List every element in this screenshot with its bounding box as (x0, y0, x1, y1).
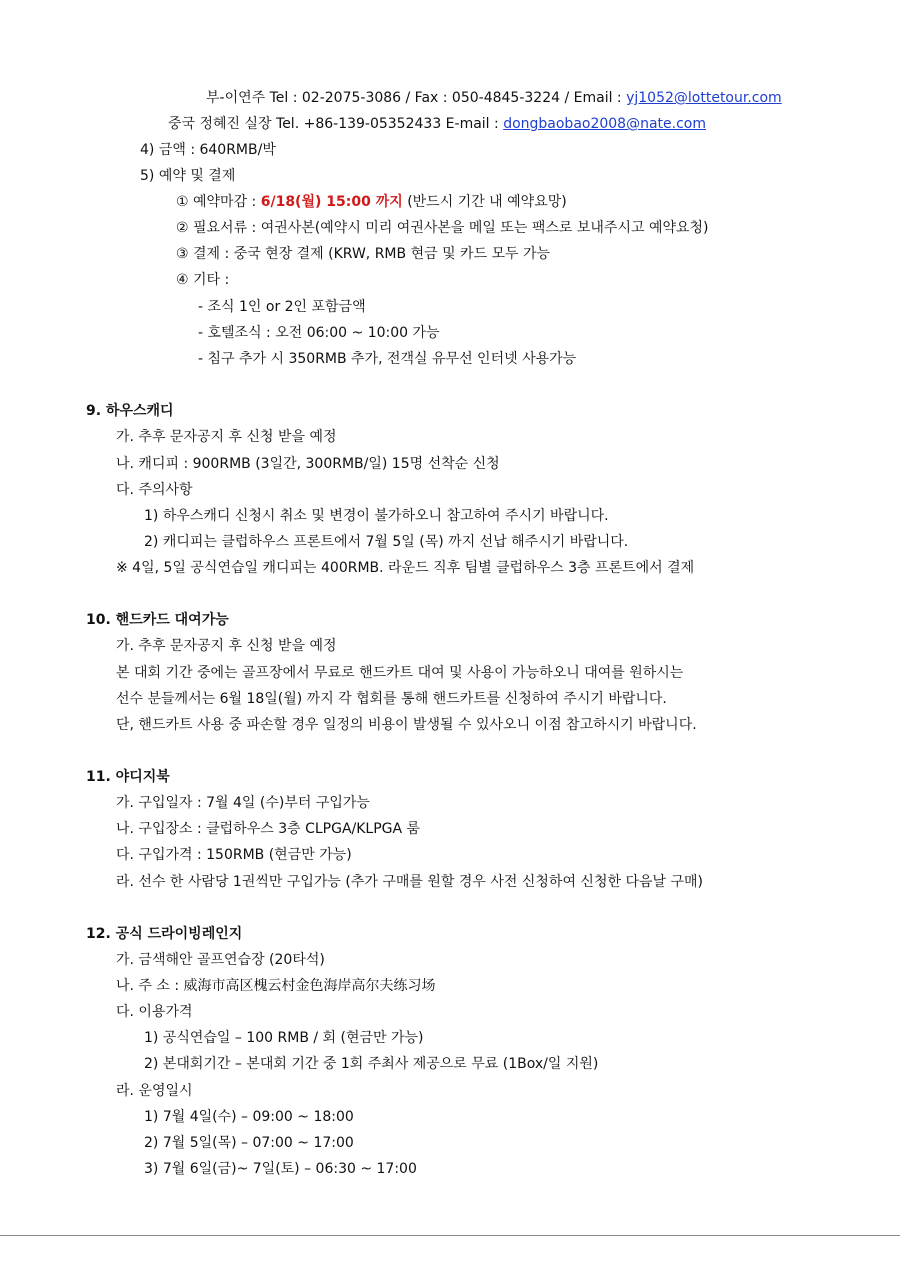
section-9-subitem: 1) 하우스캐디 신청시 취소 및 변경이 불가하오니 참고하여 주시기 바랍니다. (144, 508, 609, 524)
hotel-note: - 호텔조식 : 오전 06:00 ~ 10:00 가능 (198, 325, 440, 341)
hotel-note: - 침구 추가 시 350RMB 추가, 전객실 유무선 인터넷 사용가능 (198, 351, 577, 367)
section-12-item-da: 다. 이용가격 (116, 1004, 193, 1020)
email-link-1[interactable]: yj1052@lottetour.com (626, 90, 782, 106)
contact-line-2 (168, 115, 706, 133)
section-12-hours: 1) 7월 4일(수) – 09:00 ~ 18:00 (144, 1109, 354, 1125)
hotel-reservation-title: 5) 예약 및 결제 (140, 168, 236, 184)
section-9-item-na: 나. 캐디피 : 900RMB (3일간, 300RMB/일) 15명 선착순 신청 (116, 456, 500, 472)
deadline-date: 6/18(월) 15:00 까지 (260, 194, 403, 210)
section-10-paragraph-line: 단, 핸드카트 사용 중 파손할 경우 일정의 비용이 발생될 수 있사오니 이점 참고하시기 바랍니다. (116, 717, 697, 733)
hotel-note: - 조식 1인 or 2인 포함금액 (198, 299, 366, 315)
email-link-2[interactable]: dongbaobao2008@nate.com (503, 116, 706, 132)
section-12-hours: 2) 7월 5일(목) – 07:00 ~ 17:00 (144, 1135, 354, 1151)
hotel-documents: ② 필요서류 : 여권사본(예약시 미리 여권사본을 메일 또는 팩스로 보내주시고 예약요청) (176, 220, 709, 236)
deadline-note: (반드시 기간 내 예약요망) (402, 194, 567, 210)
section-11-item: 나. 구입장소 : 클럽하우스 3층 CLPGA/KLPGA 룸 (116, 821, 421, 837)
section-12-hours: 3) 7월 6일(금)~ 7일(토) – 06:30 ~ 17:00 (144, 1161, 417, 1177)
contact-line-1 (206, 89, 782, 107)
section-11-item: 다. 구입가격 : 150RMB (현금만 가능) (116, 847, 352, 863)
section-9-item-ga: 가. 추후 문자공지 후 신청 받을 예정 (116, 429, 337, 445)
section-10-paragraph-line: 선수 분들께서는 6월 18일(월) 까지 각 협회를 통해 핸드카트를 신청하여 주시기 바랍니다. (116, 691, 667, 707)
hotel-deadline (176, 193, 567, 211)
section-9-item-da: 다. 주의사항 (116, 482, 193, 498)
section-9-subitem: 2) 캐디피는 클럽하우스 프론트에서 7월 5일 (목) 까지 선납 해주시기 바랍니다. (144, 534, 629, 550)
section-12-price: 2) 본대회기간 – 본대회 기간 중 1회 주최사 제공으로 무료 (1Box/일 지원) (144, 1056, 599, 1072)
contact-2-text: 중국 정혜진 실장 Tel. +86-139-05352433 E-mail : (168, 116, 504, 132)
contact-1-text: 부-이연주 Tel : 02-2075-3086 / Fax : 050-4845-3224 / Email : (206, 90, 627, 106)
section-11-item: 가. 구입일자 : 7월 4일 (수)부터 구입가능 (116, 795, 370, 811)
section-12-item-ra: 라. 운영일시 (116, 1083, 193, 1099)
section-10-heading: 10. 핸드카드 대여가능 (86, 612, 229, 628)
hotel-price: 4) 금액 : 640RMB/박 (140, 142, 276, 158)
section-11-heading: 11. 야디지북 (86, 769, 170, 785)
section-9-heading: 9. 하우스캐디 (86, 403, 174, 419)
hotel-payment: ③ 결제 : 중국 현장 결제 (KRW, RMB 현금 및 카드 모두 가능 (176, 246, 551, 262)
deadline-label: ① 예약마감 : (176, 194, 261, 210)
section-12-item-ga: 가. 금색해안 골프연습장 (20타석) (116, 952, 325, 968)
section-12-item-na: 나. 주 소 : 威海市高区槐云村金色海岸高尔夫练习场 (116, 978, 436, 994)
section-12-heading: 12. 공식 드라이빙레인지 (86, 926, 243, 942)
section-10-item-ga: 가. 추후 문자공지 후 신청 받을 예정 (116, 638, 337, 654)
bottom-divider (0, 1235, 900, 1236)
hotel-other: ④ 기타 : (176, 272, 230, 288)
section-12-price: 1) 공식연습일 – 100 RMB / 회 (현금만 가능) (144, 1030, 424, 1046)
section-10-paragraph-line: 본 대회 기간 중에는 골프장에서 무료로 핸드카트 대여 및 사용이 가능하오니 대여를 원하시는 (116, 665, 684, 681)
section-9-note: ※ 4일, 5일 공식연습일 캐디피는 400RMB. 라운드 직후 팀별 클럽하우스 3층 프론트에서 결제 (116, 560, 695, 576)
section-11-item: 라. 선수 한 사람당 1권씩만 구입가능 (추가 구매를 원할 경우 사전 신청하여 신청한 다음날 구매) (116, 874, 703, 890)
